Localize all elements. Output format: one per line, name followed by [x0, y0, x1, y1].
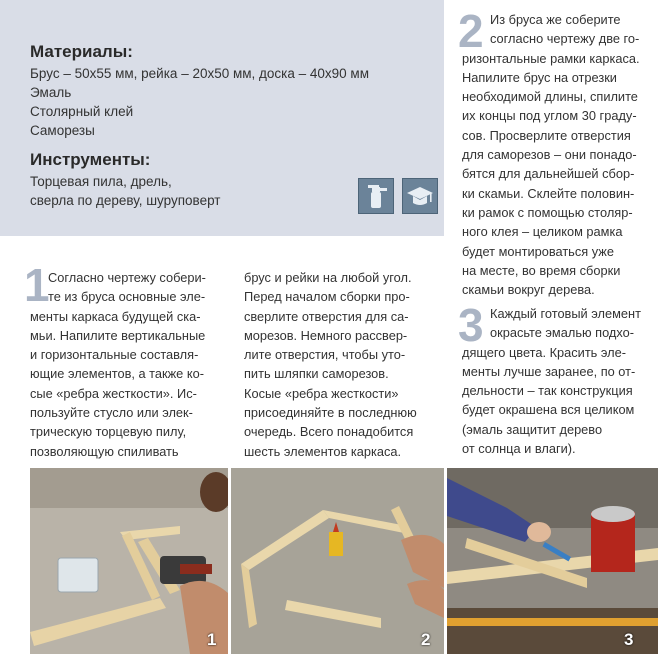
materials-item: Столярный клей [30, 104, 134, 119]
step-line: от солнца и влаги). [462, 441, 576, 457]
tools-line: сверла по дереву, шуруповерт [30, 193, 221, 208]
step-2-text [462, 10, 640, 299]
photo-caption-2: 2 [421, 630, 431, 649]
materials-item: Эмаль [30, 85, 72, 100]
step-line: Напилите брус на отрезки [462, 69, 617, 85]
step-line: будет монтироваться уже [462, 243, 614, 259]
step-line: для саморезов – они понадо- [462, 147, 637, 163]
step-line: очередь. Всего понадобится [244, 424, 414, 440]
photo-caption-3: 3 [624, 630, 634, 649]
step-line: ного клея – целиком рамка [462, 224, 623, 240]
step-line: дящего цвета. Красить эле- [462, 344, 626, 360]
step-line: лите отверстия, чтобы уто- [244, 347, 406, 363]
materials-list [30, 64, 369, 140]
step-line: сые «ребра жесткости». Ис- [30, 385, 197, 401]
step-line: и горизонтальные составля- [30, 347, 199, 363]
step-line: Перед началом сборки про- [244, 289, 410, 305]
graduation-cap-icon [402, 178, 438, 214]
materials-title: Материалы: [30, 42, 133, 61]
materials-item: Саморезы [30, 123, 95, 138]
step-line: дельности – так конструкция [462, 383, 633, 399]
step-3-text [462, 304, 641, 458]
step-line: Из бруса же соберите [490, 12, 621, 27]
step-line: шесть элементов каркаса. [244, 443, 402, 459]
step-line: Каждый готовый элемент [490, 306, 641, 321]
step-line: мьи. Напилите вертикальные [30, 327, 206, 343]
step-line: Косые «ребра жесткости» [244, 385, 399, 401]
step-line: скамьи вокруг дерева. [462, 282, 595, 298]
step-line: их концы под углом 30 граду- [462, 108, 637, 124]
step-line: будет окрашена вся целиком [462, 402, 635, 418]
photo-1 [30, 468, 228, 654]
step-line: необходимой длины, спилите [462, 89, 638, 105]
photo-caption-1: 1 [207, 630, 217, 649]
step-line: менты каркаса будущей ска- [30, 308, 201, 324]
step-line: присоединяйте в последнюю [244, 405, 417, 421]
step-1-col-2 [244, 268, 444, 461]
tools-text [30, 172, 330, 210]
step-number-1: 1 [24, 259, 50, 311]
step-line: ющие элементов, а также ко- [30, 366, 204, 382]
step-line: бятся для дальнейшей сбор- [462, 166, 635, 182]
step-line: трическую торцевую пилу, [30, 424, 187, 440]
step-line: ризонтальные рамки каркаса. [462, 50, 640, 66]
step-line: Согласно чертежу собери- [48, 270, 206, 285]
spray-bottle-icon [358, 178, 394, 214]
step-line: ки рамок с помощью столяр- [462, 204, 633, 220]
step-number-3: 3 [458, 299, 484, 351]
tools-line: Торцевая пила, дрель, [30, 174, 172, 189]
step-number-2: 2 [458, 5, 484, 57]
step-line: брус и рейки на любой угол. [244, 270, 412, 285]
step-line: сверлите отверстия для са- [244, 308, 409, 324]
step-line: морезов. Немного рассвер- [244, 327, 408, 343]
step-line: позволяющую спиливать [30, 443, 179, 459]
tools-title: Инструменты: [30, 150, 151, 169]
step-line: согласно чертежу две го- [490, 31, 640, 47]
step-line: пить шляпки саморезов. [244, 366, 389, 382]
photo-2 [231, 468, 444, 654]
photo-3 [447, 468, 658, 654]
step-line: на месте, во время сборки [462, 262, 621, 278]
step-line: ки скамьи. Склейте половин- [462, 185, 635, 201]
materials-item: Брус – 50x55 мм, рейка – 20x50 мм, доска – 40x90 мм [30, 66, 369, 81]
step-line: те из бруса основные эле- [48, 289, 206, 305]
step-1-col-1 [30, 268, 242, 461]
step-line: окрасьте эмалью подхо- [490, 325, 635, 341]
step-line: пользуйте стусло или элек- [30, 405, 193, 421]
step-line: менты лучше заранее, по от- [462, 363, 636, 379]
step-line: (эмаль защитит дерево [462, 421, 603, 437]
step-line: сов. Просверлите отверстия [462, 127, 631, 143]
